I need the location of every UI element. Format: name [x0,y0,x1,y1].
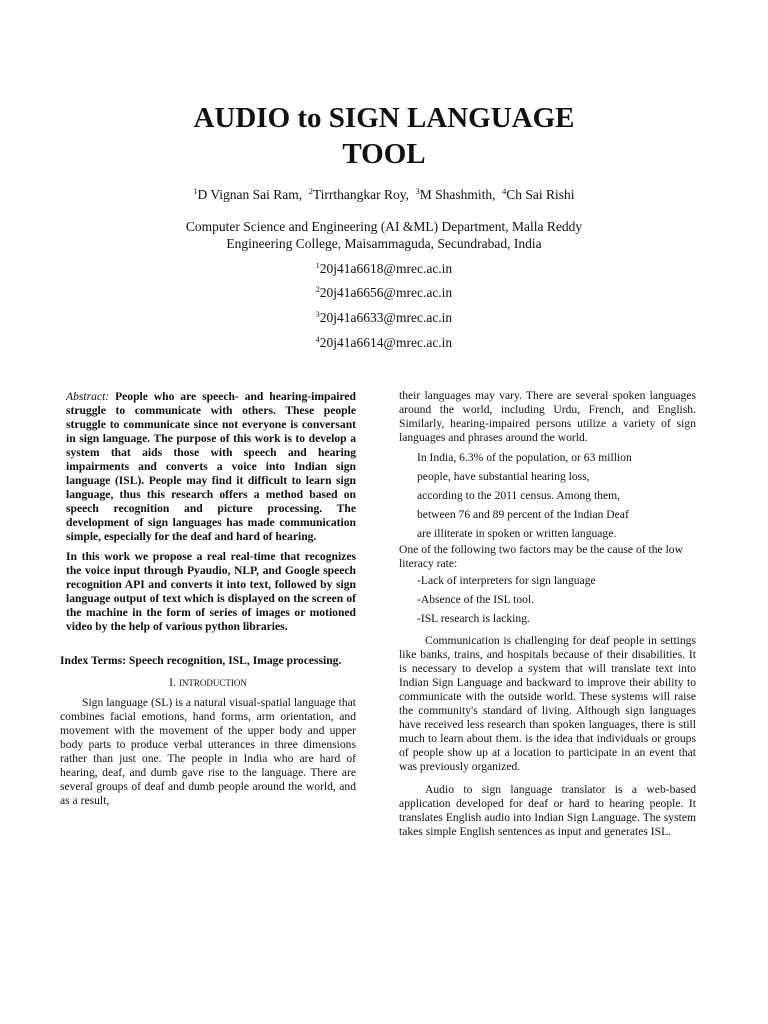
right-paragraph-2: Communication is challenging for deaf people in settings like banks, trains, and hospitals because of their disabilities. It is necessary to develop a system that will translate text into Indian Sign Language and backward to improve their ability to communicate with the outside world. These systems will raise the community's standard of living. Although sign languages have received less research than spoken languages, there is still much to learn about them. is the idea that individuals or groups of people show up at a location to participate in an event that was previously organized. [399,634,696,773]
author-1-index: 1 [193,187,198,196]
email-4-index: 4 [315,335,320,344]
author-1-name: D Vignan Sai Ram, [197,187,303,202]
affiliation-line-2: Engineering College, Maisammaguda, Secundrabad, India [226,236,542,251]
email-4 [0,335,768,351]
section-number: I. [169,676,176,689]
author-list [0,187,768,203]
right-paragraph-1: their languages may vary. There are several spoken languages around the world, including Urdu, French, and English. Similarly, hearing-impaired persons utilize a variety of sign languages and phrases around the world. [399,389,696,444]
author-2-name: Tirrthangkar Roy, [312,187,410,202]
right-column [399,389,696,839]
left-column [60,390,356,808]
email-2 [0,285,768,301]
abstract [60,390,356,634]
email-3-address: 20j41a6633@mrec.ac.in [319,310,453,325]
factor-item-3: -ISL research is lacking. [417,612,530,625]
email-1 [0,261,768,277]
factors-intro: One of the following two factors may be the cause of the low literacy rate: [399,543,683,570]
abstract-paragraph-2: In this work we propose a real real-time that recognizes the voice input through Pyaudio, NLP, and Google speech recognition API and converts it into text, followed by sign language output of text which is displayed on the screen of the machine in the form of series of images or motioned video by the help of various python libraries. [66,550,356,633]
affiliation-line-1: Computer Science and Engineering (AI &ML) Department, Malla Reddy [185,219,583,234]
email-2-index: 2 [315,285,320,294]
author-4-index: 4 [502,187,507,196]
author-3-name: M Shashmith, [419,187,496,202]
abstract-label: Abstract: [66,390,110,403]
stats-line-5: are illiterate in spoken or written language. [417,527,617,540]
section-heading-introduction [60,676,356,690]
title-line-1: AUDIO to SIGN LANGUAGE [193,102,575,134]
email-2-address: 20j41a6656@mrec.ac.in [319,285,453,300]
abstract-paragraph-1 [66,390,356,544]
paper-title [0,100,768,172]
intro-paragraph-1: Sign language (SL) is a natural visual-spatial language that combines facial emotions, hand forms, arm orientation, and movement with the movement of the upper body and upper body parts to produce verbal utterances in three dimensions rather than just one. The people in India who are hard of hearing, deaf, and dumb gave rise to the language. There are several groups of deaf and dumb people around the world, and as a result, [60,696,356,807]
stats-line-4: between 76 and 89 percent of the Indian Deaf [417,508,629,521]
abstract-text-1: People who are speech- and hearing-impaired struggle to communicate with others. These people struggle to communicate since not everyone is conversant in sign language. The purpose of this work is to develop a system that aids those with speech and hearing impairments and converts a voice into Indian sign language (ISL). People may find it difficult to learn sign language, thus this research offers a method based on speech recognition and picture processing. The development of sign languages has made communication simple, especially for the deaf and hard of hearing. [66,390,357,543]
author-4-name: Ch Sai Rishi [506,187,575,202]
title-line-2: TOOL [342,138,426,170]
factor-item-2: -Absence of the ISL tool. [417,593,535,606]
email-1-address: 20j41a6618@mrec.ac.in [319,261,453,276]
email-4-address: 20j41a6614@mrec.ac.in [319,335,453,350]
stats-line-2: people, have substantial hearing loss, [417,470,590,483]
section-title: INTRODUCTION [178,678,247,688]
affiliation [0,218,768,252]
right-paragraph-3: Audio to sign language translator is a web-based application developed for deaf or hard to hearing people. It translates English audio into Indian Sign Language. The system takes simple English sentences as input and generates ISL. [399,783,696,838]
author-2-index: 2 [308,187,313,196]
index-terms: Index Terms: Speech recognition, ISL, Image processing. [60,654,342,667]
author-3-index: 3 [415,187,420,196]
email-3 [0,310,768,326]
email-1-index: 1 [315,261,320,270]
email-3-index: 3 [315,310,320,319]
stats-line-1: In India, 6.3% of the population, or 63 million [417,451,632,464]
factor-item-1: -Lack of interpreters for sign language [417,574,596,587]
stats-line-3: according to the 2011 census. Among them, [417,489,621,502]
